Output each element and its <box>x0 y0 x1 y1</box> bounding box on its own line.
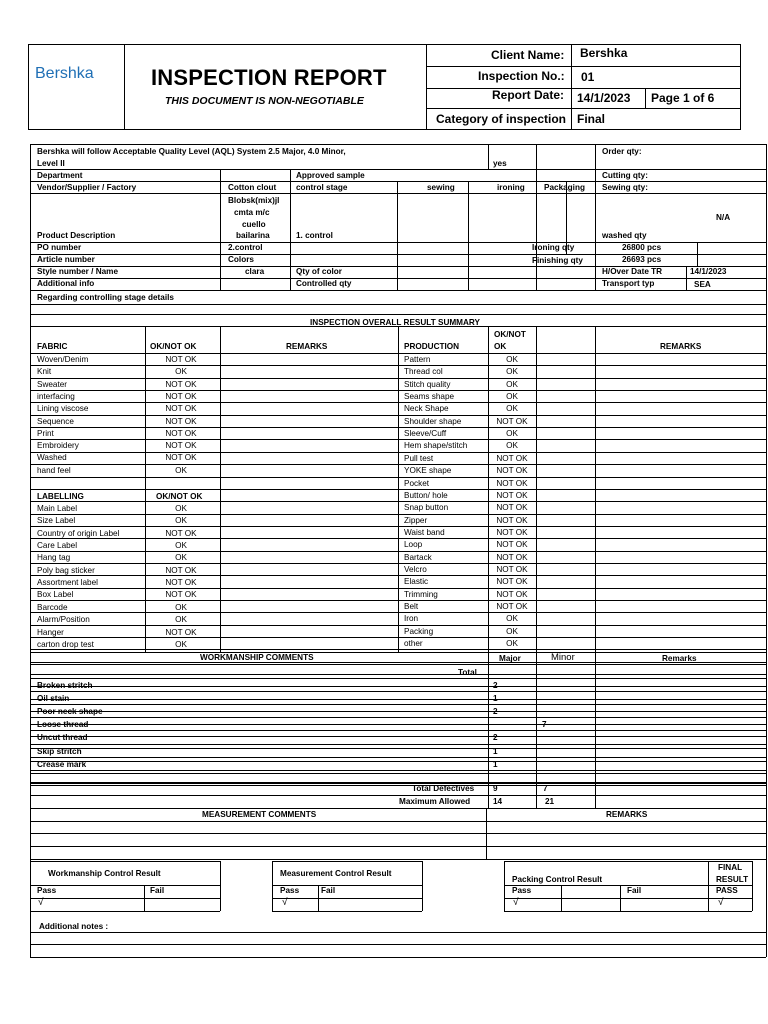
production-item-name: Waist band <box>404 527 445 537</box>
measurement-remarks: REMARKS <box>606 810 648 819</box>
production-item-name: Iron <box>404 614 419 624</box>
measurement-title: MEASUREMENT COMMENTS <box>202 810 317 819</box>
final-result-check: √ <box>718 897 724 908</box>
labelling-item-status: OK <box>175 553 187 563</box>
washed-qty-label: washed qty <box>602 231 647 240</box>
fabric-item-status: NOT OK <box>165 404 197 414</box>
production-item-status: OK <box>506 379 518 389</box>
total-minor: 7 <box>543 784 548 793</box>
production-item-status: OK <box>506 355 518 364</box>
production-item-status: NOT OK <box>496 602 528 611</box>
cutting-qty-label: Cutting qty: <box>602 171 648 180</box>
production-item-name: Loop <box>404 540 423 550</box>
aql-line-2: Level II <box>37 159 65 168</box>
labelling-item-status: OK <box>175 615 187 625</box>
production-item-name: Bartack <box>404 552 432 562</box>
control-2: 2.control <box>228 243 263 252</box>
labelling-item-status: OK <box>175 504 187 513</box>
production-item-status: NOT OK <box>496 490 528 500</box>
additional-info-label: Additional info <box>37 279 95 288</box>
final-result-label-2: RESULT <box>716 875 749 884</box>
product-desc-line-2: cmta m/c <box>234 208 270 217</box>
production-item-name: Pull test <box>404 453 434 463</box>
production-item-name: Trimming <box>404 589 438 599</box>
aql-line-1: Bershka will follow Acceptable Quality Level (AQL) System 2.5 Major, 4.0 Minor, <box>37 147 346 156</box>
labelling-item-name: Alarm/Position <box>37 615 90 625</box>
workmanship-title: WORKMANSHIP COMMENTS <box>200 653 314 662</box>
order-qty-label: Order qty: <box>602 147 642 156</box>
category-label: Category of inspection <box>436 112 567 126</box>
brand-logo: Bershka <box>35 65 94 82</box>
production-item-name: Seams shape <box>404 392 455 402</box>
labelling-item-status: NOT OK <box>165 590 197 600</box>
production-item-status: NOT OK <box>496 589 528 599</box>
production-remarks-header: REMARKS <box>660 342 702 351</box>
labelling-item-status: OK <box>175 541 187 551</box>
measurement-pass-label: Pass <box>280 886 300 895</box>
production-item-name: Shoulder shape <box>404 416 462 426</box>
measurement-result-title: Measurement Control Result <box>280 869 392 878</box>
labelling-item-status: NOT OK <box>165 565 197 575</box>
labelling-item-name: Hang tag <box>37 553 71 563</box>
fabric-item-name: Washed <box>37 453 67 463</box>
ironing-qty-label: Ironing qty <box>532 243 575 252</box>
production-item-name: Button/ hole <box>404 490 448 500</box>
fabric-item-status: NOT OK <box>165 428 197 438</box>
report-subtitle: THIS DOCUMENT IS NON-NEGOTIABLE <box>165 95 364 107</box>
max-minor: 21 <box>545 797 555 806</box>
approved-sample-label: Approved sample <box>296 171 365 180</box>
fabric-item-status: NOT OK <box>165 453 197 463</box>
labelling-item-name: Assortment label <box>37 578 98 588</box>
report-header <box>28 44 741 130</box>
labelling-item-name: Country of origin Label <box>37 528 120 538</box>
defect-name: Oil stain <box>37 694 70 704</box>
fabric-item-status: NOT OK <box>165 441 197 451</box>
finishing-qty-label: Finishing qty <box>532 256 583 265</box>
defect-major: 1 <box>493 694 498 704</box>
production-item-name: Elastic <box>404 577 429 587</box>
po-number-label: PO number <box>37 243 82 252</box>
production-item-name: Hem shape/stitch <box>404 441 468 451</box>
defect-minor: 7 <box>542 720 547 730</box>
na-value: N/A <box>716 213 731 222</box>
report-date-value: 14/1/2023 <box>577 91 631 105</box>
packing-pass-check: √ <box>513 897 519 908</box>
department-label: Department <box>37 171 83 180</box>
fabric-header: FABRIC <box>37 342 68 351</box>
cotton-clout: Cotton clout <box>228 183 277 192</box>
inspection-no-value: 01 <box>581 70 595 84</box>
labelling-item-name: Care Label <box>37 541 78 551</box>
production-item-status: NOT OK <box>496 503 528 513</box>
client-name-label: Client Name: <box>491 48 565 62</box>
production-item-name: Packing <box>404 626 434 636</box>
packing-fail-label: Fail <box>627 886 642 895</box>
summary-title: INSPECTION OVERALL RESULT SUMMARY <box>310 318 480 327</box>
fabric-item-name: Sequence <box>37 416 74 426</box>
production-item-status: NOT OK <box>496 577 528 587</box>
fabric-item-name: interfacing <box>37 391 75 401</box>
fabric-item-name: Woven/Denim <box>37 355 89 364</box>
defect-name: Crease mark <box>37 759 87 769</box>
production-item-status: NOT OK <box>496 564 528 574</box>
labelling-item-name: carton drop test <box>37 639 94 649</box>
fabric-item-name: Lining viscose <box>37 404 89 414</box>
production-ok-header-2: OK <box>494 342 507 351</box>
additional-notes-label: Additional notes : <box>39 922 109 931</box>
total-label: Total <box>458 668 477 677</box>
hover-date-value: 14/1/2023 <box>690 267 727 276</box>
production-item-status: OK <box>506 392 518 402</box>
labelling-item-name: Barcode <box>37 602 68 612</box>
finishing-qty-value: 26693 pcs <box>622 255 662 264</box>
packing-result-title: Packing Control Result <box>512 875 603 884</box>
production-item-status: NOT OK <box>496 515 528 525</box>
product-desc-line-3: cuello <box>242 220 266 229</box>
workmanship-pass-check: √ <box>38 897 44 908</box>
report-title: INSPECTION REPORT <box>151 65 387 90</box>
workmanship-fail-label: Fail <box>150 886 165 895</box>
production-item-status: OK <box>506 367 518 377</box>
production-item-name: Pocket <box>404 478 430 488</box>
production-ok-header-1: OK/NOT <box>494 330 526 339</box>
production-item-status: NOT OK <box>496 453 528 463</box>
max-allowed-label: Maximum Allowed <box>399 797 471 806</box>
production-item-name: Stitch quality <box>404 379 451 389</box>
labelling-item-name: Main Label <box>37 504 78 513</box>
production-item-status: OK <box>506 429 518 439</box>
defect-name: Loose thread <box>37 720 89 730</box>
major-header: Major <box>499 654 521 663</box>
workmanship-result-title: Workmanship Control Result <box>48 869 161 878</box>
production-item-name: Thread col <box>404 367 443 377</box>
labelling-item-status: NOT OK <box>165 578 197 588</box>
production-item-name: Velcro <box>404 564 427 574</box>
defect-major: 1 <box>493 746 498 756</box>
fabric-item-status: NOT OK <box>165 379 197 389</box>
production-item-status: OK <box>506 626 518 636</box>
workmanship-remarks-header: Remarks <box>662 654 697 663</box>
production-item-name: Zipper <box>404 515 428 525</box>
production-item-status: OK <box>506 441 518 451</box>
labelling-item-status: NOT OK <box>165 528 197 538</box>
hover-date-label: H/Over Date TR <box>602 267 663 276</box>
defect-name: Broken stritch <box>37 681 93 690</box>
production-item-status: OK <box>506 614 518 624</box>
measurement-pass-check: √ <box>282 897 288 908</box>
production-item-name: Belt <box>404 602 419 611</box>
control-1: 1. control <box>296 231 333 240</box>
category-value: Final <box>577 112 606 126</box>
transport-label: Transport typ <box>602 279 655 288</box>
labelling-header: LABELLING <box>37 492 84 501</box>
labelling-item-status: OK <box>175 639 187 649</box>
qty-of-color-label: Qty of color <box>296 267 342 276</box>
client-name-value: Bershka <box>580 46 628 60</box>
defect-name: Uncut thread <box>37 733 88 743</box>
production-item-name: YOKE shape <box>404 466 452 476</box>
fabric-ok-header: OK/NOT OK <box>150 342 197 351</box>
production-item-status: OK <box>506 639 518 649</box>
fabric-remarks-header: REMARKS <box>286 342 328 351</box>
aql-yes: yes <box>493 159 507 168</box>
fabric-item-status: NOT OK <box>165 416 197 426</box>
total-defectives-label: Total Defectives <box>412 784 475 793</box>
vendor-label: Vendor/Supplier / Factory <box>37 183 137 192</box>
fabric-item-status: OK <box>175 465 187 475</box>
page-indicator: Page 1 of 6 <box>651 91 715 105</box>
product-desc-line-4: bailarina <box>236 231 270 240</box>
article-number-label: Article number <box>37 255 95 264</box>
stage-ironing: ironing <box>497 183 525 192</box>
defect-major: 1 <box>493 759 498 769</box>
defect-major: 2 <box>493 681 498 690</box>
fabric-item-name: Embroidery <box>37 441 79 451</box>
labelling-item-name: Hanger <box>37 627 64 637</box>
fabric-item-status: OK <box>175 367 187 377</box>
minor-header: Minor <box>551 652 575 663</box>
product-desc-line-1: Blobsk(mix)jl <box>228 196 280 205</box>
labelling-item-name: Poly bag sticker <box>37 565 95 575</box>
production-item-status: NOT OK <box>496 527 528 537</box>
labelling-item-name: Size Label <box>37 516 76 526</box>
report-date-label: Report Date: <box>492 88 565 102</box>
defect-name: Poor neck shape <box>37 707 103 717</box>
fabric-item-name: Print <box>37 428 54 438</box>
fabric-item-status: NOT OK <box>165 391 197 401</box>
production-item-status: NOT OK <box>496 552 528 562</box>
production-item-status: NOT OK <box>496 478 528 488</box>
labelling-item-name: Box Label <box>37 590 74 600</box>
sewing-qty-label: Sewing qty: <box>602 183 648 192</box>
production-item-name: Pattern <box>404 355 431 364</box>
defect-major: 2 <box>493 733 498 743</box>
final-result-label-1: FINAL <box>718 863 743 872</box>
labelling-ok-header: OK/NOT OK <box>156 492 203 501</box>
max-major: 14 <box>493 797 503 806</box>
stage-packaging: Packaging <box>544 183 585 192</box>
workmanship-pass-label: Pass <box>37 886 57 895</box>
fabric-item-name: Sweater <box>37 379 68 389</box>
style-value: clara <box>245 267 265 276</box>
production-item-name: Sleeve/Cuff <box>404 429 447 439</box>
control-stage: control stage <box>296 183 348 192</box>
controlled-qty-label: Controlled qty <box>296 279 352 288</box>
measurement-fail-label: Fail <box>321 886 336 895</box>
production-item-name: other <box>404 639 423 649</box>
production-item-status: OK <box>506 404 518 414</box>
total-major: 9 <box>493 784 498 793</box>
production-item-status: NOT OK <box>496 416 528 426</box>
fabric-item-name: Knit <box>37 367 52 377</box>
stage-sewing: sewing <box>427 183 455 192</box>
fabric-item-status: NOT OK <box>165 355 197 364</box>
labelling-item-status: OK <box>175 602 187 612</box>
regarding-label: Regarding controlling stage details <box>37 293 174 302</box>
production-item-name: Neck Shape <box>404 404 449 414</box>
product-description-label: Product Description <box>37 231 116 240</box>
transport-value: SEA <box>694 280 711 289</box>
production-item-name: Snap button <box>404 503 449 513</box>
production-item-status: NOT OK <box>496 540 528 550</box>
final-result-value: PASS <box>716 886 738 895</box>
packing-pass-label: Pass <box>512 886 532 895</box>
inspection-no-label: Inspection No.: <box>478 69 565 83</box>
ironing-qty-value: 26800 pcs <box>622 243 662 252</box>
colors-label: Colors <box>228 255 254 264</box>
labelling-item-status: NOT OK <box>165 627 197 637</box>
production-item-status: NOT OK <box>496 466 528 476</box>
fabric-item-name: hand feel <box>37 465 71 475</box>
defect-name: Skip stritch <box>37 746 82 756</box>
defect-major: 2 <box>493 707 498 717</box>
style-number-label: Style number / Name <box>37 267 118 276</box>
labelling-item-status: OK <box>175 516 187 526</box>
production-header: PRODUCTION <box>404 342 460 351</box>
